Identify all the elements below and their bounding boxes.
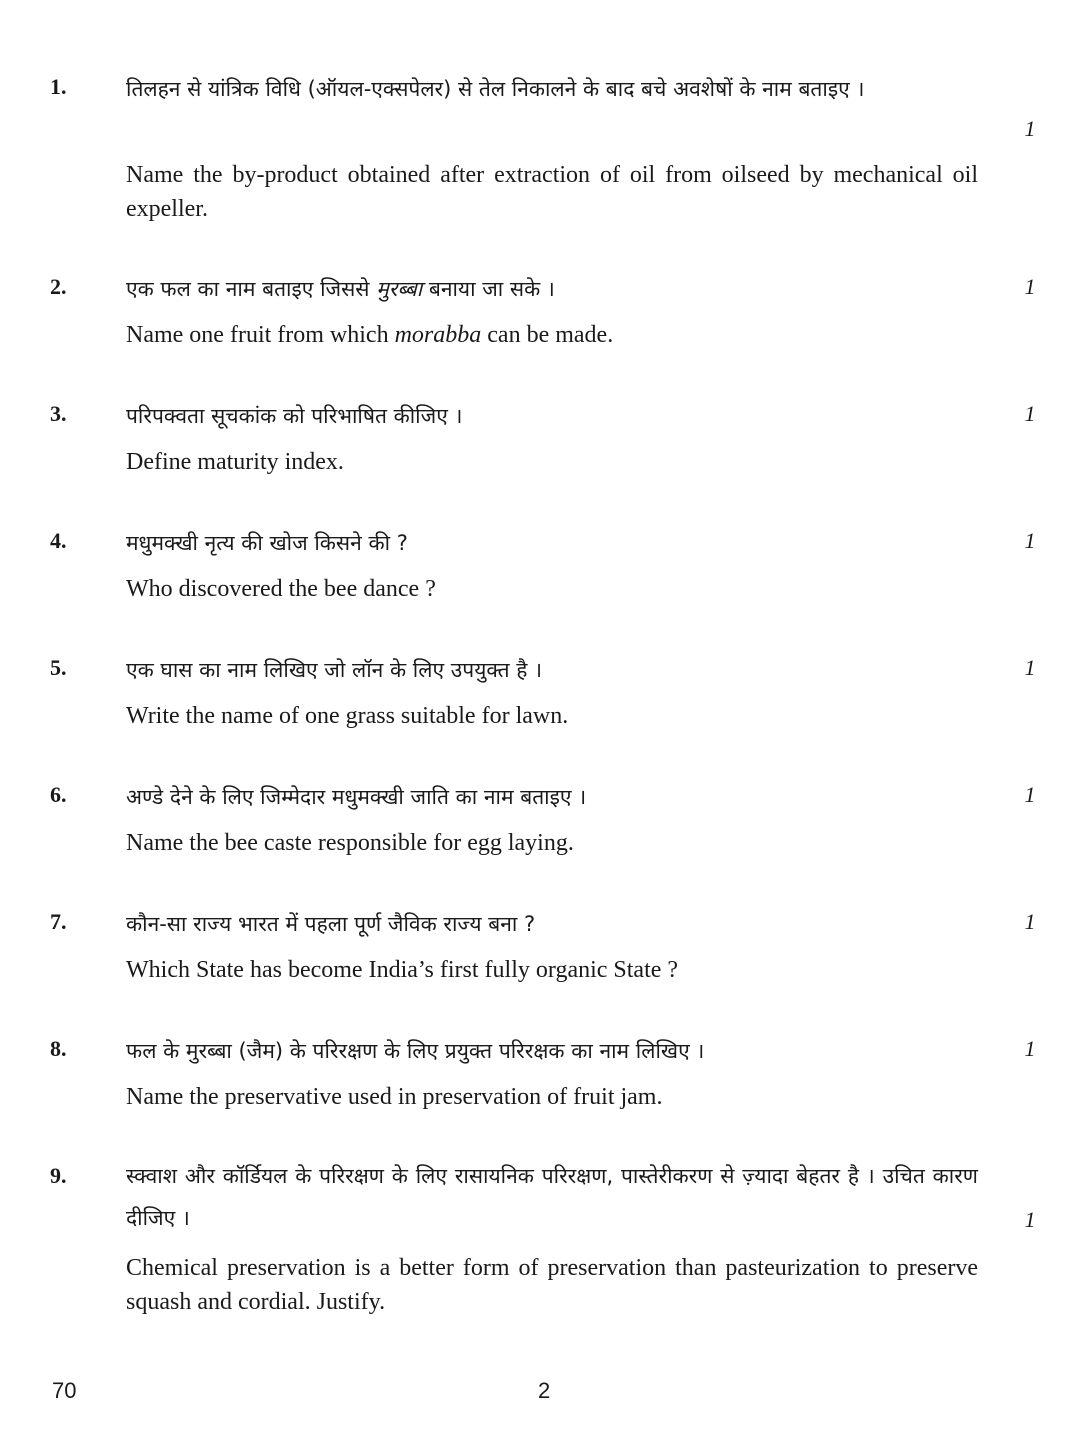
- question-marks: 1: [1024, 116, 1036, 141]
- question-text-english: Who discovered the bee dance ?: [126, 576, 436, 602]
- question-number: 4.: [50, 528, 67, 553]
- english-text-part: Name one fruit from which: [126, 322, 395, 348]
- question-text-english: Define maturity index.: [126, 449, 344, 475]
- question-marks: 1: [1024, 909, 1036, 934]
- question-marks: 1: [1024, 1036, 1036, 1061]
- question-text-english: Which State has become India’s first fully organic State ?: [126, 957, 679, 983]
- question-text-english: [126, 318, 978, 352]
- question-text-english: Name the by-product obtained after extraction of oil from oilseed by mechanical oil expeller.: [126, 162, 978, 222]
- question-text-hindi: अण्डे देने के लिए जिम्मेदार मधुमक्खी जाति का नाम बताइए ।: [126, 785, 587, 809]
- question-number: 7.: [50, 909, 67, 934]
- question-text-hindi: [126, 268, 978, 310]
- question-text-english: Name the bee caste responsible for egg laying.: [126, 830, 574, 856]
- question-text-english: Name the preservative used in preservation of fruit jam.: [126, 1084, 663, 1110]
- question-number: 6.: [50, 782, 67, 807]
- question-text-hindi: कौन-सा राज्य भारत में पहला पूर्ण जैविक राज्य बना ?: [126, 912, 536, 936]
- question-marks: 1: [1024, 274, 1036, 299]
- question-number: 3.: [50, 401, 67, 426]
- page-number: 2: [538, 1378, 551, 1403]
- question-marks: 1: [1024, 528, 1036, 553]
- hindi-text-part: बनाया जा सके ।: [422, 277, 555, 301]
- question-text-hindi: एक घास का नाम लिखिए जो लॉन के लिए उपयुक्त है ।: [126, 658, 543, 682]
- question-number: 2.: [50, 274, 67, 299]
- question-text-english: Chemical preservation is a better form of preservation than pasteurization to preserve squash and cordial. Justify.: [126, 1255, 978, 1315]
- english-italic-term: morabba: [394, 322, 482, 348]
- question-number: 8.: [50, 1036, 67, 1061]
- question-text-hindi: फल के मुरब्बा (जैम) के परिरक्षण के लिए प्रयुक्त परिरक्षक का नाम लिखिए ।: [126, 1039, 705, 1063]
- question-number: 9.: [50, 1163, 67, 1188]
- question-number: 1.: [50, 74, 67, 99]
- question-text-hindi: तिलहन से यांत्रिक विधि (ऑयल-एक्सपेलर) से तेल निकालने के बाद बचे अवशेषों के नाम बताइए ।: [126, 77, 865, 101]
- question-number: 5.: [50, 655, 67, 680]
- question-text-english: Write the name of one grass suitable for lawn.: [126, 703, 569, 729]
- question-text-hindi: परिपक्वता सूचकांक को परिभाषित कीजिए ।: [126, 404, 463, 428]
- paper-code: 70: [52, 1378, 77, 1403]
- question-marks: 1: [1024, 782, 1036, 807]
- question-text-hindi: स्क्वाश और कॉर्डियल के परिरक्षण के लिए रासायनिक परिरक्षण, पास्तेरीकरण से ज़्यादा बेहतर है । उचित कारण दीजिए ।: [126, 1164, 978, 1230]
- question-marks: 1: [1024, 401, 1036, 426]
- question-marks: 1: [1024, 1207, 1036, 1232]
- question-text-hindi: मधुमक्खी नृत्य की खोज किसने की ?: [126, 531, 408, 555]
- question-marks: 1: [1024, 655, 1036, 680]
- hindi-italic-term: मुरब्बा: [376, 277, 423, 301]
- hindi-text-part: एक फल का नाम बताइए जिससे: [126, 277, 377, 301]
- english-text-part: can be made.: [481, 322, 614, 348]
